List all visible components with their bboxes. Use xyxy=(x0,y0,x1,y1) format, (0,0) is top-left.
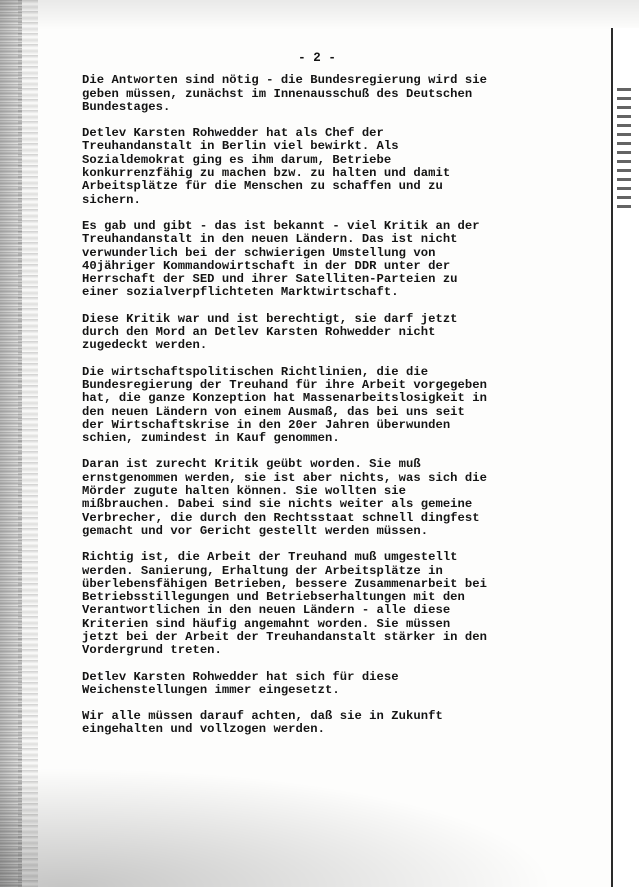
text-line: Bundestages. xyxy=(82,99,171,114)
scan-shadow-bottom xyxy=(0,747,639,887)
text-line: Richtig ist, die Arbeit der Treuhand muß umgestellt xyxy=(82,550,458,565)
text-line: eingehalten und vollzogen werden. xyxy=(82,722,326,737)
text-line: Detlev Karsten Rohwedder hat als Chef der xyxy=(82,126,384,141)
text-line: Sozialdemokrat ging es ihm darum, Betriebe xyxy=(82,152,392,167)
text-line: Mörder zugute halten können. Sie wollten sie xyxy=(82,484,407,499)
paragraph xyxy=(82,127,502,207)
text-line: einer sozialverpflichteten Marktwirtschaft. xyxy=(82,285,399,300)
text-line: Arbeitsplätze für die Menschen zu schaffen und zu xyxy=(82,179,443,194)
text-line: Herrschaft der SED und ihrer Satelliten-Parteien zu xyxy=(82,272,458,287)
text-line: Diese Kritik war und ist berechtigt, sie darf jetzt xyxy=(82,311,458,326)
text-line: Verbrecher, die durch den Rechtsstaat schnell dingfest xyxy=(82,510,480,525)
paragraph xyxy=(82,220,502,300)
text-line: gemacht und vor Gericht gestellt werden müssen. xyxy=(82,523,429,538)
text-line: hat, die ganze Konzeption hat Massenarbeitslosigkeit in xyxy=(82,391,488,406)
text-line: Wir alle müssen darauf achten, daß sie in Zukunft xyxy=(82,709,443,724)
text-line: Vordergrund treten. xyxy=(82,643,222,658)
page-number: - 2 - xyxy=(298,51,336,65)
text-line: ernstgenommen werden, sie ist aber nichts, was sich die xyxy=(82,470,488,485)
text-line: Daran ist zurecht Kritik geübt worden. Sie muß xyxy=(82,457,421,472)
text-line: schien, zumindest in Kauf genommen. xyxy=(82,431,340,446)
text-line: der Wirtschaftskrise in den 20er Jahren überwunden xyxy=(82,417,451,432)
text-line: überlebensfähigen Betrieben, bessere Zusammenarbeit bei xyxy=(82,576,488,591)
text-line: Bundesregierung der Treuhand für ihre Arbeit vorgegeben xyxy=(82,377,488,392)
text-line: werden. Sanierung, Erhaltung der Arbeitsplätze in xyxy=(82,563,443,578)
text-line: Detlev Karsten Rohwedder hat sich für diese xyxy=(82,669,399,684)
text-line: verwunderlich bei der schwierigen Umstellung von xyxy=(82,245,436,260)
text-line: jetzt bei der Arbeit der Treuhandanstalt stärker in den xyxy=(82,629,488,644)
document-body xyxy=(82,52,502,750)
text-line: Die wirtschaftspolitischen Richtlinien, die die xyxy=(82,364,429,379)
paragraph xyxy=(82,366,502,446)
text-line: Treuhandanstalt in Berlin viel bewirkt. Als xyxy=(82,139,399,154)
text-line: 40jähriger Kommandowirtschaft in der DDR unter der xyxy=(82,258,451,273)
text-line: Treuhandanstalt in den neuen Ländern. Das ist nicht xyxy=(82,232,458,247)
text-line: konkurrenzfähig zu machen bzw. zu halten und damit xyxy=(82,166,451,181)
scan-edge-right xyxy=(611,28,639,887)
text-line: Es gab und gibt - das ist bekannt - viel Kritik an der xyxy=(82,218,480,233)
paragraph xyxy=(82,551,502,657)
text-line: sichern. xyxy=(82,192,141,207)
text-line: Kriterien sind häufig angemahnt worden. Sie müssen xyxy=(82,616,451,631)
text-line: Die Antworten sind nötig - die Bundesregierung wird sie xyxy=(82,73,488,88)
scan-shadow-top xyxy=(0,0,639,30)
paragraph-list xyxy=(82,74,502,736)
paragraph xyxy=(82,458,502,538)
paragraph xyxy=(82,671,502,698)
scan-edge-right-mark xyxy=(617,88,631,208)
text-line: zugedeckt werden. xyxy=(82,338,208,353)
text-line: Weichenstellungen immer eingesetzt. xyxy=(82,682,340,697)
text-line: durch den Mord an Detlev Karsten Rohwedder nicht xyxy=(82,325,436,340)
text-line: Verantwortlichen in den neuen Ländern - alle diese xyxy=(82,603,451,618)
text-line: mißbrauchen. Dabei sind sie nichts weiter als gemeine xyxy=(82,497,473,512)
paragraph xyxy=(82,74,502,114)
paragraph xyxy=(82,710,502,737)
text-line: geben müssen, zunächst im Innenausschuß des Deutschen xyxy=(82,86,473,101)
paragraph xyxy=(82,313,502,353)
text-line: Betriebsstillegungen und Betriebserhaltungen mit den xyxy=(82,590,465,605)
text-line: den neuen Ländern von einem Ausmaß, das bei uns seit xyxy=(82,404,465,419)
